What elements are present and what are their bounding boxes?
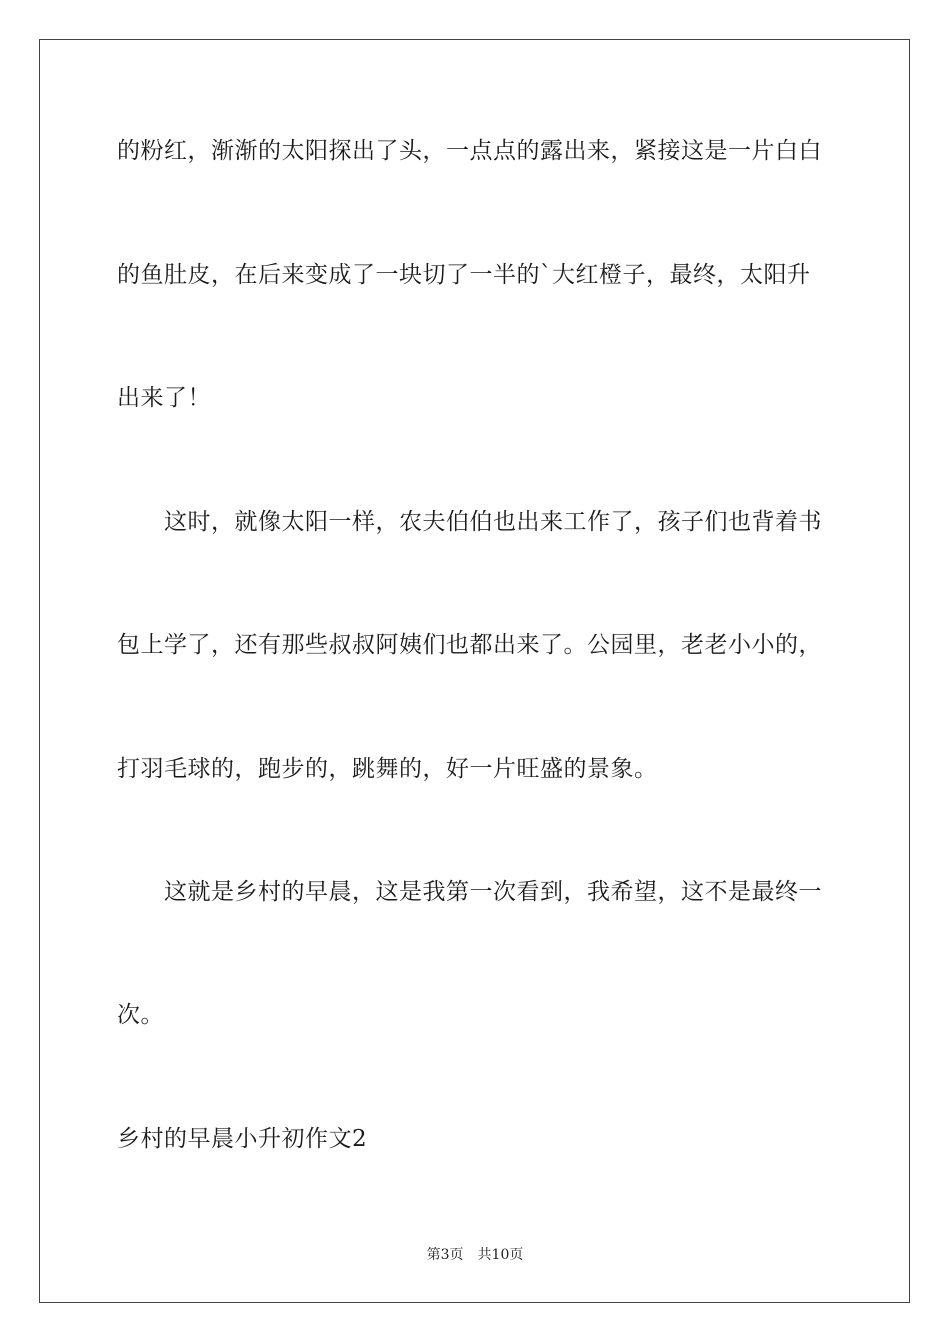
paragraph-line: 的鱼肚皮，在后来变成了一块切了一半的`大红橙子，最终，太阳升	[117, 262, 811, 288]
page-border	[39, 39, 910, 1303]
paragraph-line: 这就是乡村的早晨，这是我第一次看到，我希望，这不是最终一	[164, 879, 822, 905]
page-footer	[0, 1246, 950, 1264]
paragraph-line: 的粉红，渐渐的太阳探出了头，一点点的露出来，紧接这是一片白白	[117, 138, 822, 164]
section-heading: 乡村的早晨小升初作文2	[117, 1126, 368, 1152]
paragraph-line: 打羽毛球的，跑步的，跳舞的，好一片旺盛的景象。	[117, 756, 658, 782]
paragraph-line: 出来了！	[117, 385, 211, 411]
paragraph-line: 这时，就像太阳一样，农夫伯伯也出来工作了，孩子们也背着书	[164, 509, 822, 535]
page-number: 第3页	[426, 1247, 464, 1263]
page-total: 共10页	[477, 1247, 524, 1263]
paragraph-line: 次。	[117, 1002, 164, 1028]
paragraph-line: 包上学了，还有那些叔叔阿姨们也都出来了。公园里，老老小小的，	[117, 632, 822, 658]
